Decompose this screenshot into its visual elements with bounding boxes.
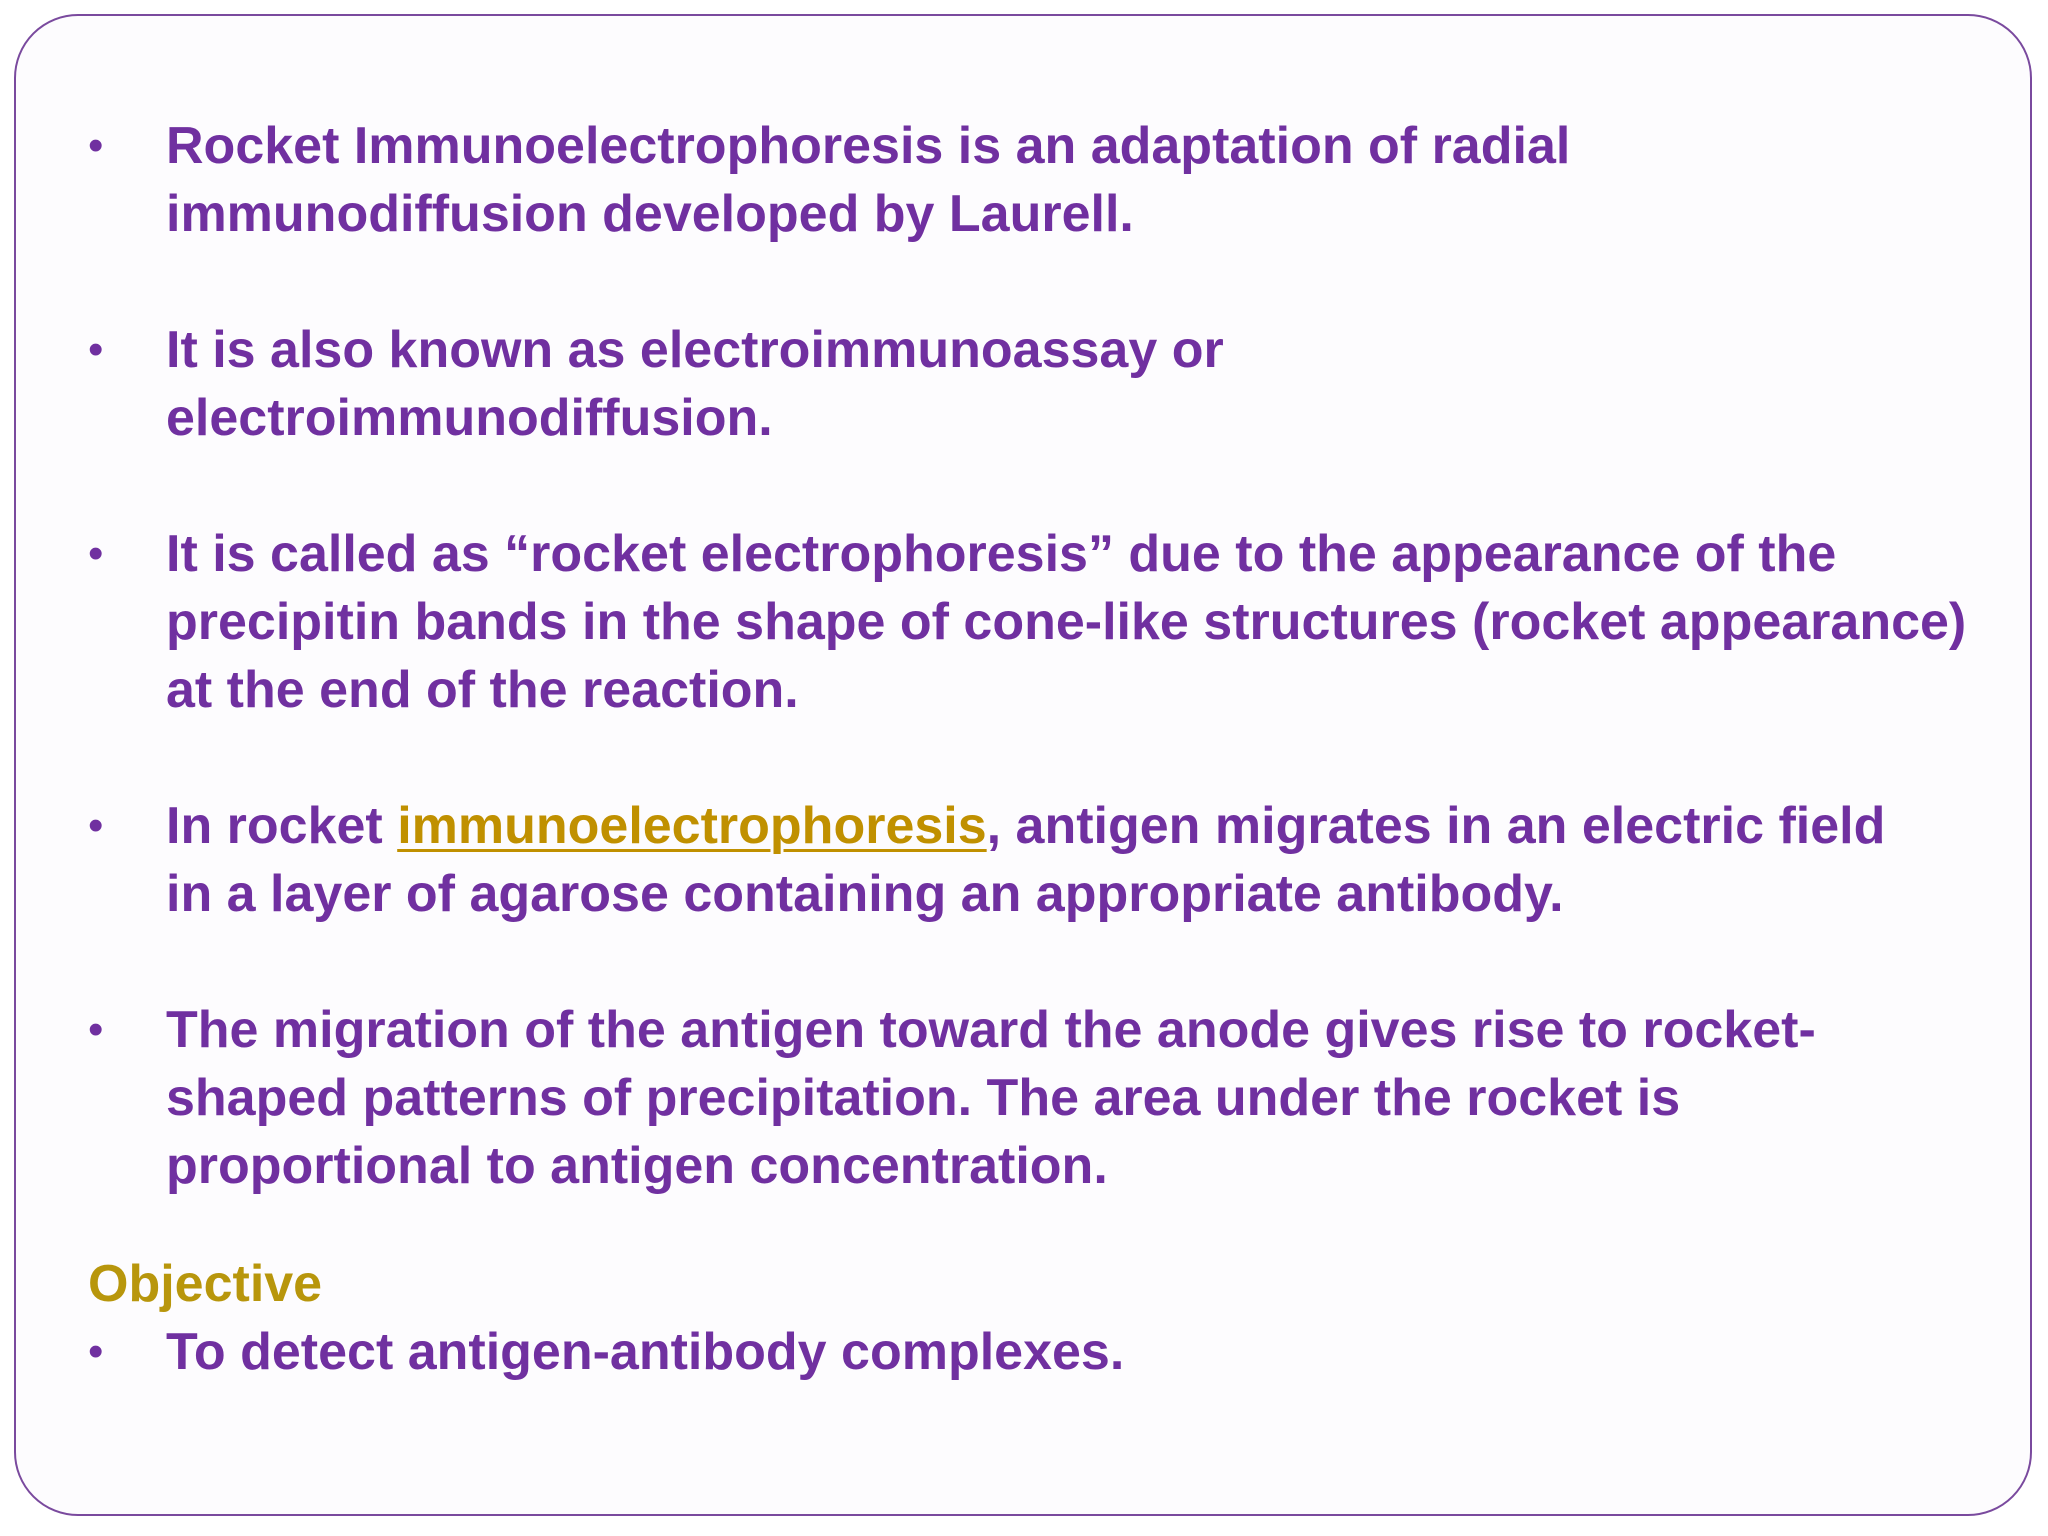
slide-content	[88, 112, 1968, 1386]
bullet-icon: •	[88, 325, 104, 374]
immunoelectrophoresis-link[interactable]: immunoelectrophoresis	[397, 797, 987, 855]
objective-heading: Objective	[88, 1255, 323, 1313]
bullet-icon: •	[88, 1005, 104, 1054]
bullet-item	[88, 316, 1466, 452]
bullet-text: It is called as “rocket electrophoresis” due to the appearance of the precipitin bands in the shape of cone-like structures (rocket appearance) at the end of the reaction.	[166, 525, 1967, 719]
bullet-text-before: In rocket	[166, 797, 398, 855]
bullet-text-after: , antigen migrates in an electric field in a layer of agarose containing an appropriate antibody.	[166, 797, 1886, 923]
bullet-text: Rocket Immunoelectrophoresis is an adaptation of radial immunodiffusion developed by Laurell.	[166, 117, 1571, 243]
bullet-icon: •	[88, 801, 104, 850]
bullet-icon: •	[88, 529, 104, 578]
bullet-item	[88, 520, 2006, 724]
objective-item	[88, 1318, 1866, 1386]
bullet-text: The migration of the antigen toward the anode gives rise to rocket-shaped patterns of precipitation. The area under the rocket is proportional to antigen concentration.	[166, 1001, 1816, 1195]
bullet-text: It is also known as electroimmunoassay or electroimmunodiffusion.	[166, 321, 1224, 447]
bullet-item	[88, 996, 1886, 1200]
bullet-item	[88, 792, 1906, 928]
bullet-icon: •	[88, 121, 104, 170]
bullet-item	[88, 112, 1806, 248]
bullet-icon: •	[88, 1327, 104, 1376]
objective-text: To detect antigen-antibody complexes.	[166, 1323, 1125, 1381]
